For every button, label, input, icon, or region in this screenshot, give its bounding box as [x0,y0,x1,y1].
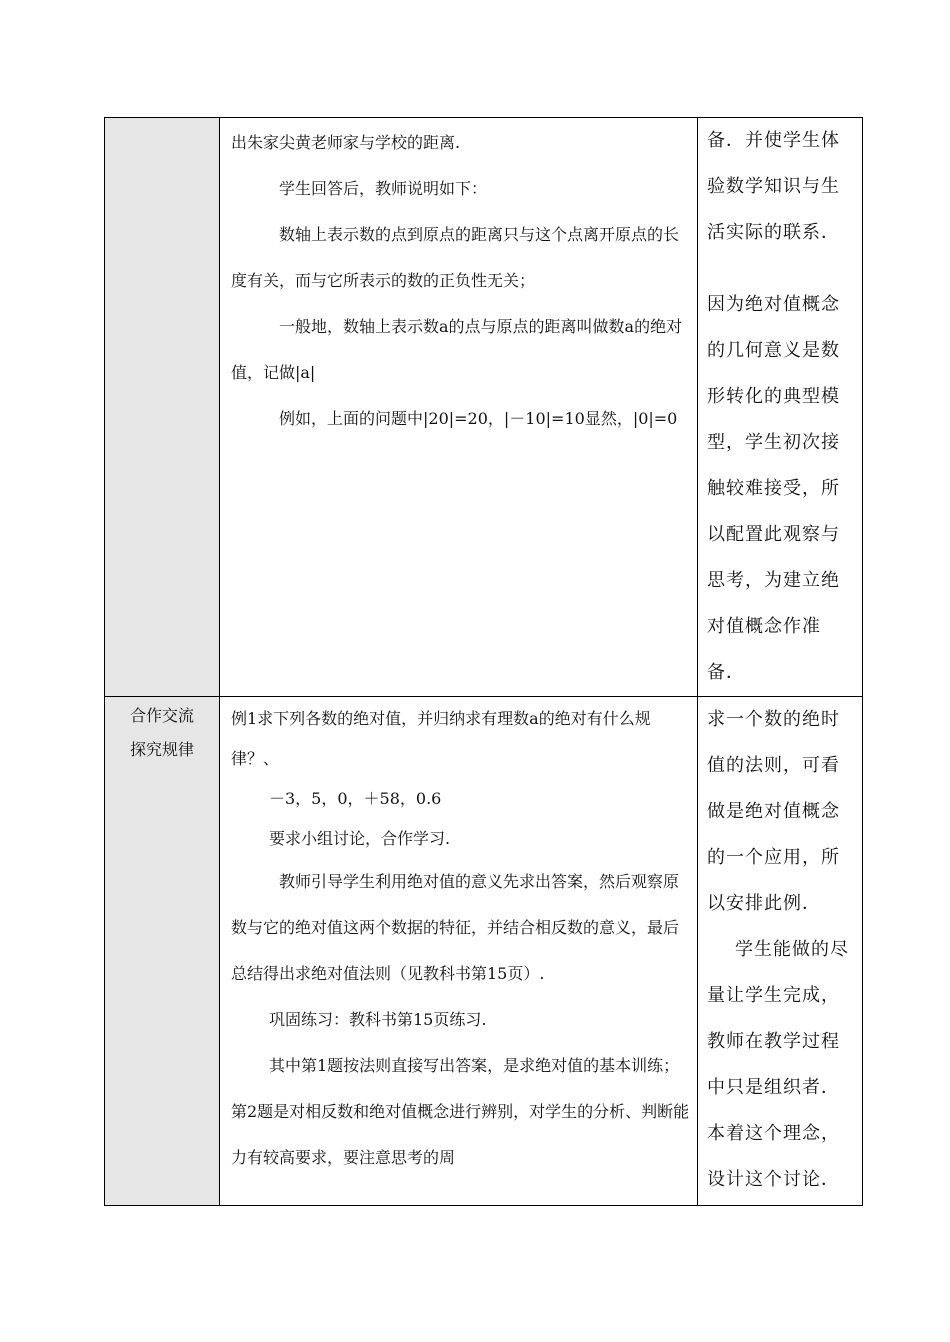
teaching-content-cell [220,697,698,1206]
content-paragraph: 例如，上面的问题中|20|=20，|－10|=10显然，|0|=0 [279,409,678,428]
content-paragraph: －3，5，0，＋58，0.6 [269,789,442,808]
note-paragraph: 学生能做的尽量让学生完成，教师在教学过程中只是组织者．本着这个理念，设计这个讨论． [707,939,849,1190]
content-paragraph: 出朱家尖黄老师家与学校的距离. [231,133,461,152]
stage-label-cell [105,118,220,697]
content-paragraph: 数轴上表示数的点到原点的距离只与这个点离开原点的长度有关，而与它所表示的数的正负性无关； [231,225,680,290]
note-paragraph: 备．并使学生体验数学知识与生活实际的联系． [707,130,840,243]
design-intent-cell [698,697,863,1206]
table-row [105,118,863,697]
note-paragraph: 求一个数的绝时值的法则，可看做是绝对值概念的一个应用，所以安排此例． [707,709,840,914]
content-paragraph: 要求小组讨论，合作学习. [269,829,451,848]
content-paragraph: 一般地，数轴上表示数a的点与原点的距离叫做数a的绝对值，记做|a| [231,317,683,382]
table-row [105,697,863,1206]
design-intent-cell [698,118,863,697]
content-paragraph: 其中第1题按法则直接写出答案，是求绝对值的基本训练；第2题是对相反数和绝对值概念进行辨别，对学生的分析、判断能力有较高要求，要注意思考的周 [231,1056,690,1167]
stage-label-cell [105,697,220,1206]
content-paragraph: 巩固练习：教科书第15页练习. [269,1010,487,1029]
teaching-content-cell [220,118,698,697]
content-paragraph: 学生回答后，教师说明如下： [279,179,488,198]
note-paragraph: 因为绝对值概念的几何意义是数形转化的典型模型，学生初次接触较难接受，所以配置此观察与思考，为建立绝对值概念作准备． [707,294,840,683]
stage-label-line: 探究规律 [129,740,194,759]
content-paragraph: 例1求下列各数的绝对值，并归纳求有理数a的绝对有什么规律？、 [231,709,651,768]
stage-label-line: 合作交流 [129,706,194,725]
content-paragraph: 教师引导学生利用绝对值的意义先求出答案，然后观察原数与它的绝对值这两个数据的特征，并结合相反数的意义，最后总结得出求绝对值法则（见教科书第15页）. [231,872,680,983]
lesson-plan-table [104,117,863,1206]
